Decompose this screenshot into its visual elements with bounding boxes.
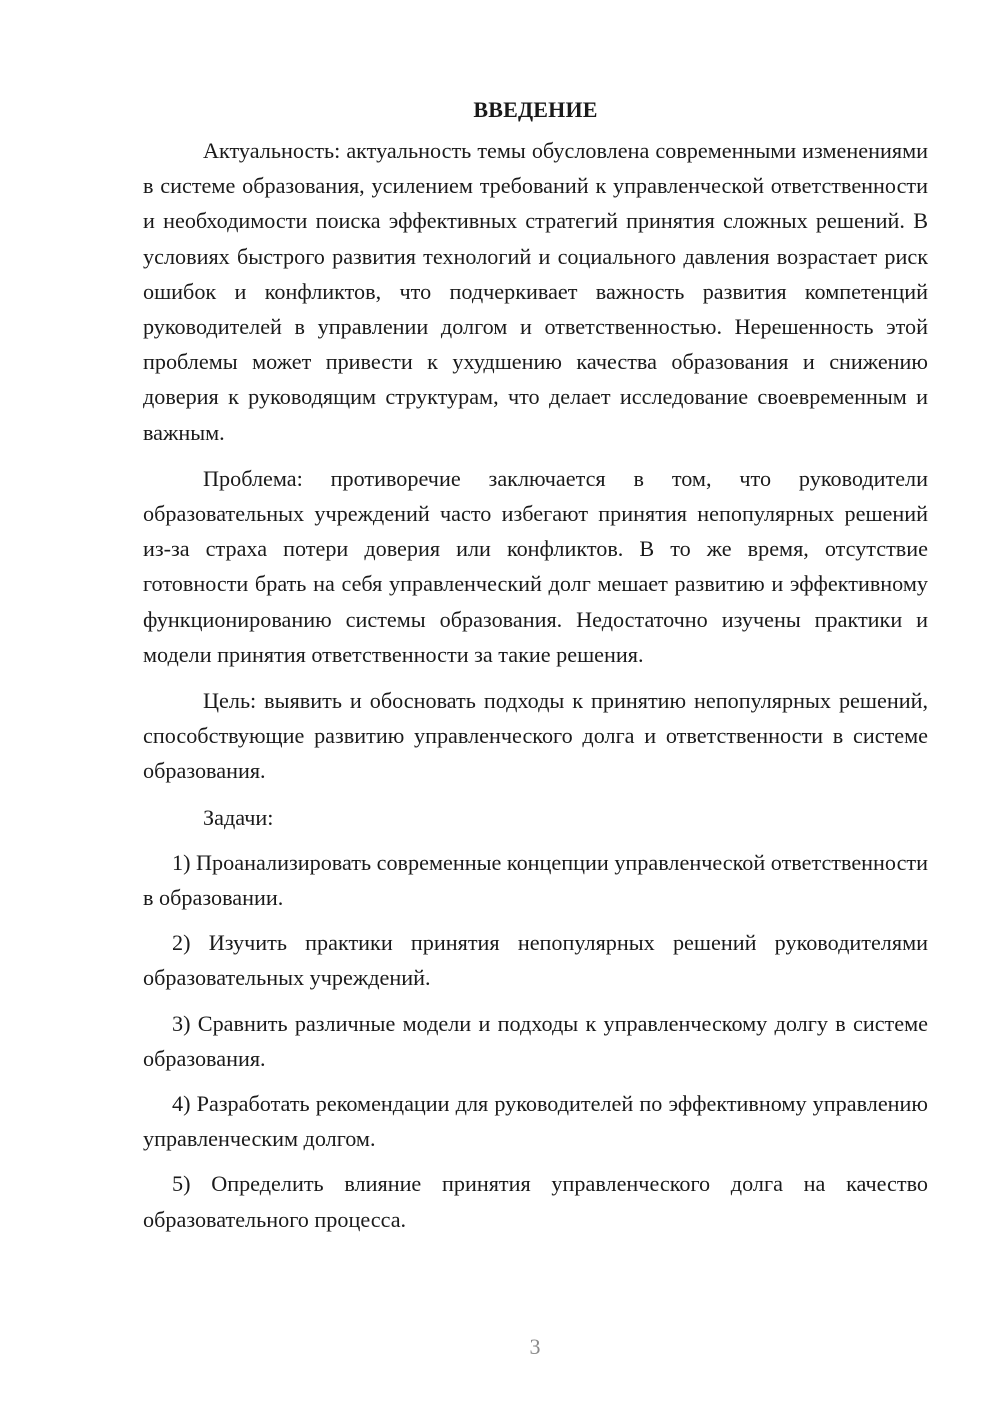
task-item: 3) Сравнить различные модели и подходы к управленческому долгу в системе образования. — [143, 1010, 928, 1071]
section-title: ВВЕДЕНИЕ — [473, 97, 598, 122]
task-item: 5) Определить влияние принятия управленческого долга на качество образовательного процесса. — [143, 1171, 928, 1232]
relevance-paragraph: Актуальность: актуальность темы обусловлена современными изменениями в системе образования, усилением требований к управленческой ответственности и необходимости поиска эффективных стратегий принятия сложных решений. В условиях быстрого развития технологий и социального давления возрастает риск ошибок и конфликтов, что подчеркивает важность развития компетенций руководителей в управлении долгом и ответственностью. Нерешенность этой проблемы может привести к ухудшению качества образования и снижению доверия к руководящим структурам, что делает исследование своевременным и важным. — [143, 138, 928, 445]
task-item: 2) Изучить практики принятия непопулярных решений руководителями образовательных учреждений. — [143, 930, 928, 991]
page-number: 3 — [529, 1334, 541, 1359]
task-item: 1) Проанализировать современные концепции управленческой ответственности в образовании. — [143, 849, 928, 911]
tasks-heading: Задачи: — [203, 804, 274, 830]
problem-paragraph: Проблема: противоречие заключается в том, что руководители образовательных учреждений часто избегают принятия непопулярных решений из-за страха потери доверия или конфликтов. В то же время, отсутствие готовности брать на себя управленческий долг мешает развитию и эффективному функционированию системы образования. Недостаточно изучены практики и модели принятия ответственности за такие решения. — [143, 465, 928, 667]
goal-paragraph: Цель: выявить и обосновать подходы к принятию непопулярных решений, способствующие развитию управленческого долга и ответственности в системе образования. — [143, 688, 928, 784]
task-item: 4) Разработать рекомендации для руководителей по эффективному управлению управленческим долгом. — [143, 1091, 928, 1152]
tasks-list — [143, 845, 928, 1237]
document-body — [143, 92, 928, 1237]
